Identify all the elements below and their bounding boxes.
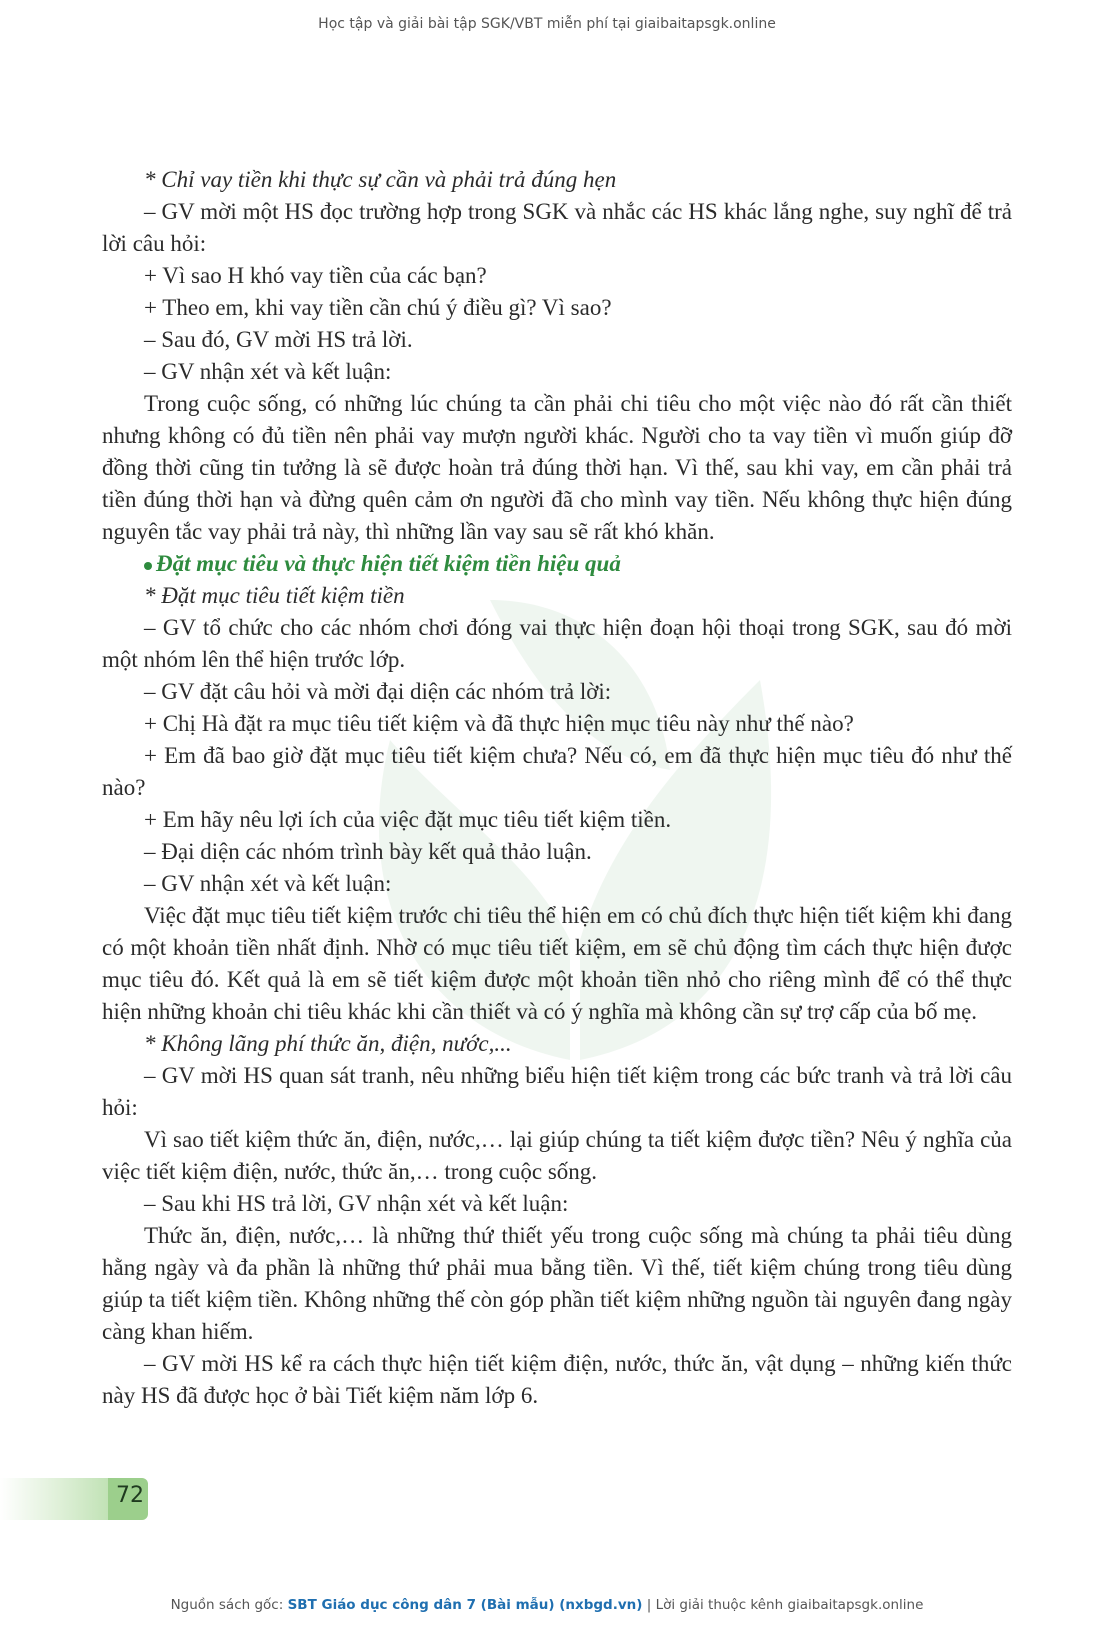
page-number: 72 <box>116 1483 144 1508</box>
paragraph: – Đại diện các nhóm trình bày kết quả thảo luận. <box>144 839 592 864</box>
subheading-goal: * Đặt mục tiêu tiết kiệm tiền <box>144 583 405 608</box>
paragraph: – GV mời HS kể ra cách thực hiện tiết kiệm điện, nước, thức ăn, vật dụng – những kiến thức này HS đã được học ở bài Tiết kiệm năm lớp 6. <box>102 1351 1012 1408</box>
page-header: Học tập và giải bài tập SGK/VBT miễn phí tại giaibaitapsgk.online <box>318 16 776 32</box>
paragraph: + Chị Hà đặt ra mục tiêu tiết kiệm và đã thực hiện mục tiêu này như thế nào? <box>144 711 854 736</box>
section-heading-savings <box>102 548 1012 580</box>
paragraph: – GV tổ chức cho các nhóm chơi đóng vai thực hiện đoạn hội thoại trong SGK, sau đó mời một nhóm lên thể hiện trước lớp. <box>102 615 1012 672</box>
paragraph: – GV đặt câu hỏi và mời đại diện các nhóm trả lời: <box>144 679 612 704</box>
footer-suffix: | Lời giải thuộc kênh giaibaitapsgk.online <box>642 1597 924 1613</box>
paragraph: + Theo em, khi vay tiền cần chú ý điều gì? Vì sao? <box>144 295 612 320</box>
paragraph: + Vì sao H khó vay tiền của các bạn? <box>144 263 487 288</box>
paragraph: Trong cuộc sống, có những lúc chúng ta cần phải chi tiêu cho một việc nào đó rất cần thiết nhưng không có đủ tiền nên phải vay mượn người khác. Người cho ta vay tiền vì muốn giúp đỡ đồng thời cũng tin tưởng là sẽ được hoàn trả đúng thời hạn. Vì thế, sau khi vay, em cần phải trả tiền đúng thời hạn và đừng quên cảm ơn người đã cho mình vay tiền. Nếu không thực hiện đúng nguyên tắc vay phải trả này, thì những lần vay sau sẽ rất khó khăn. <box>102 391 1012 544</box>
bullet-icon <box>144 562 152 570</box>
paragraph: – GV mời HS quan sát tranh, nêu những biểu hiện tiết kiệm trong các bức tranh và trả lời câu hỏi: <box>102 1063 1012 1120</box>
paragraph: – Sau đó, GV mời HS trả lời. <box>144 327 413 352</box>
subheading-waste: * Không lãng phí thức ăn, điện, nước,... <box>144 1031 512 1056</box>
paragraph: – GV nhận xét và kết luận: <box>144 359 392 384</box>
footer-prefix: Nguồn sách gốc: <box>170 1597 288 1613</box>
paragraph: – Sau khi HS trả lời, GV nhận xét và kết luận: <box>144 1191 569 1216</box>
page-footer <box>0 1597 1094 1613</box>
paragraph: – GV mời một HS đọc trường hợp trong SGK và nhắc các HS khác lắng nghe, suy nghĩ để trả lời câu hỏi: <box>102 199 1012 256</box>
paragraph: Thức ăn, điện, nước,… là những thứ thiết yếu trong cuộc sống mà chúng ta phải tiêu dùng hằng ngày và đa phần là những thứ phải mua bằng tiền. Vì thế, tiết kiệm chúng trong tiêu dùng giúp ta tiết kiệm tiền. Không những thế còn góp phần tiết kiệm những nguồn tài nguyên đang ngày càng khan hiếm. <box>102 1223 1012 1344</box>
paragraph: – GV nhận xét và kết luận: <box>144 871 392 896</box>
paragraph: + Em đã bao giờ đặt mục tiêu tiết kiệm chưa? Nếu có, em đã thực hiện mục tiêu đó như thế nào? <box>102 743 1012 800</box>
paragraph: + Em hãy nêu lợi ích của việc đặt mục tiêu tiết kiệm tiền. <box>144 807 672 832</box>
section-heading-text: Đặt mục tiêu và thực hiện tiết kiệm tiền hiệu quả <box>156 551 621 576</box>
paragraph: Vì sao tiết kiệm thức ăn, điện, nước,… lại giúp chúng ta tiết kiệm được tiền? Nêu ý nghĩa của việc tiết kiệm điện, nước, thức ăn,… trong cuộc sống. <box>102 1127 1012 1184</box>
footer-source-link[interactable]: SBT Giáo dục công dân 7 (Bài mẫu) (nxbgd.vn) <box>287 1597 643 1613</box>
paragraph: Việc đặt mục tiêu tiết kiệm trước chi tiêu thể hiện em có chủ đích thực hiện tiết kiệm khi đang có một khoản tiền nhất định. Nhờ có mục tiêu tiết kiệm, em sẽ chủ động tìm cách thực hiện được mục tiêu đó. Kết quả là em sẽ tiết kiệm được một khoản tiền nhỏ cho riêng mình để có thể thực hiện những khoản chi tiêu khác khi cần thiết và có ý nghĩa mà không cần sự trợ cấp của bố mẹ. <box>102 903 1012 1024</box>
subheading-borrow: * Chỉ vay tiền khi thực sự cần và phải trả đúng hẹn <box>144 167 617 192</box>
main-content <box>102 164 1012 1412</box>
